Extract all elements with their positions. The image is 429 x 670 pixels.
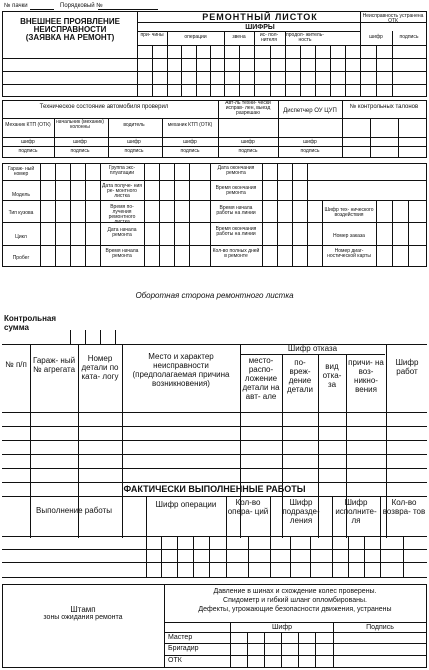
sign-label-6: подпись	[300, 148, 320, 154]
info-garage-number: Гараж- ный номер	[7, 166, 35, 177]
dispatcher-label: Диспетчер ОУ ЦУП	[283, 108, 337, 114]
repair-sheet-title: РЕМОНТНЫЙ ЛИСТОК	[202, 12, 318, 22]
tech-state-label: Техническое состояние автомобиля проверил	[39, 104, 169, 110]
actual-work-title: ФАКТИЧЕСКИ ВЫПОЛНЕННЫЕ РАБОТЫ	[123, 484, 306, 494]
info-operation-group: Группа экс- плуатации	[108, 165, 136, 176]
info-line-start-time: Время начала работы на линии	[216, 205, 256, 216]
aw-col-operation-count: Кол-во опера- ций	[227, 498, 269, 516]
otk-col-sign: подпись	[399, 34, 419, 40]
col-cause: причи- на воз- никно- вения	[348, 358, 384, 394]
stamp-note-1: Давление в шинах и схождение колес проверены.	[213, 588, 377, 595]
manifestation-title-3: (ЗАЯВКА НА РЕМОНТ)	[25, 33, 115, 42]
code-label-3: шифр	[127, 139, 141, 145]
info-line-end-time: Время окончания работы на линии	[215, 226, 257, 237]
aw-col-execution: Выполнение работы	[36, 506, 112, 515]
role-driver: водитель	[123, 122, 145, 128]
info-sheet-date: Дата получе- ния ре- монтного листка	[102, 183, 142, 199]
code-col-link: звена	[232, 34, 246, 40]
col-fault-place: Место и характер неисправности (предполагаемая причина возникновения)	[132, 352, 230, 388]
checksum-label: Контрольная сумма	[4, 314, 57, 332]
aw-col-division-code: Шифр подразде- ления	[282, 498, 320, 525]
code-col-operation: операции	[184, 34, 207, 40]
control-coupons-label: № контрольных талонов	[349, 104, 419, 110]
info-tech-impact-code: Шифр тех- нического воздействия	[324, 207, 374, 218]
code-label-5: шифр	[241, 139, 255, 145]
manifestation-title-2: НЕИСПРАВНОСТИ	[33, 25, 107, 34]
info-repair-start-date: Дата начала ремонта	[107, 227, 137, 238]
stamp-role-foreman: Бригадир	[168, 645, 199, 652]
accepted-label: Авт-ль техни- чески исправ- лен, выезд разрешаю	[225, 100, 271, 116]
code-col-duration: продол- житель- ность	[286, 32, 324, 43]
sign-label-3: подпись	[124, 148, 144, 154]
code-label-4: шифр	[183, 139, 197, 145]
otk-title: Неисправность устранена ОТК	[362, 13, 424, 24]
stamp-title: Штамп	[70, 605, 96, 614]
stamp-sign-col: Подпись	[366, 624, 394, 631]
info-mileage: Пробег	[12, 255, 30, 261]
col-damage: по- вреж- дение детали	[286, 358, 313, 394]
code-col-executor: ис- пол- нителя	[259, 32, 279, 43]
aw-col-operation-code: Шифр операции	[155, 500, 217, 509]
info-full-days: Кол-во полных дней в ремонте	[212, 248, 260, 259]
info-order-number: Номер заказа	[333, 233, 365, 239]
serial-number-label: Порядковый №	[60, 3, 103, 9]
info-repair-start-time: Время начала ремонта	[105, 248, 139, 259]
stamp-subtitle: зоны ожидания ремонта	[43, 614, 123, 621]
code-label-1: шифр	[21, 139, 35, 145]
sign-label-2: подпись	[70, 148, 90, 154]
role-column-chief: начальник (механик) колонны	[56, 119, 104, 130]
code-label-6: шифр	[303, 139, 317, 145]
info-repair-end-time: Время окончания ремонта	[215, 185, 257, 196]
role-mechanic-ktp: Механик КТП (ОТК)	[5, 122, 51, 128]
aw-col-returns: Кол-во возвра- тов	[382, 498, 426, 516]
col-work-code: Шифр работ	[395, 358, 419, 376]
col-part-number: Номер детали по ката- логу	[81, 354, 119, 381]
role-mechanic-ktp-2: механик КТП (ОТК)	[167, 122, 213, 128]
info-cycle: Цикл	[15, 234, 27, 240]
stamp-role-master: Мастер	[168, 634, 193, 641]
info-body-type: Тип кузова	[8, 210, 34, 216]
info-repair-end-date: Дата окончания ремонта	[217, 165, 255, 176]
code-col-cause: при- чины	[140, 32, 164, 38]
col-failure-type: вид отка- за	[322, 362, 342, 389]
col-location: место- распо- ложение детали на авт- але	[242, 356, 280, 401]
reverse-caption: Оборотная сторона ремонтного листка	[135, 291, 294, 300]
stamp-role-otk: ОТК	[168, 657, 182, 664]
sign-label-4: подпись	[180, 148, 200, 154]
stamp-note-2: Спидометр и гибкий шланг опломбированы.	[223, 597, 367, 604]
sign-label-5: подпись	[238, 148, 258, 154]
stamp-note-3: Дефекты, угрожающие безопасности движения, устранены	[198, 606, 392, 613]
failure-code-title: Шифр отказа	[287, 344, 338, 353]
info-sheet-time: Время по- лучения ремонтного	[108, 204, 136, 220]
code-label-2: шифр	[73, 139, 87, 145]
sheet-number-label: № пачки	[4, 3, 28, 9]
col-number: № п/п	[5, 360, 27, 369]
codes-title: ШИФРЫ	[245, 24, 275, 31]
info-diag-card: Номер диаг- ностической карты	[327, 248, 371, 259]
otk-col-code: шифр	[369, 34, 383, 40]
manifestation-title-1: ВНЕШНЕЕ ПРОЯВЛЕНИЕ	[20, 17, 120, 26]
stamp-code-col: Шифр	[272, 624, 292, 631]
sign-label-1: подпись	[18, 148, 38, 154]
info-model: Модель	[12, 192, 30, 198]
col-garage-unit: Гараж- ный № агрегата	[32, 356, 76, 374]
aw-col-executor-code: Шифр исполните- ля	[335, 498, 377, 525]
